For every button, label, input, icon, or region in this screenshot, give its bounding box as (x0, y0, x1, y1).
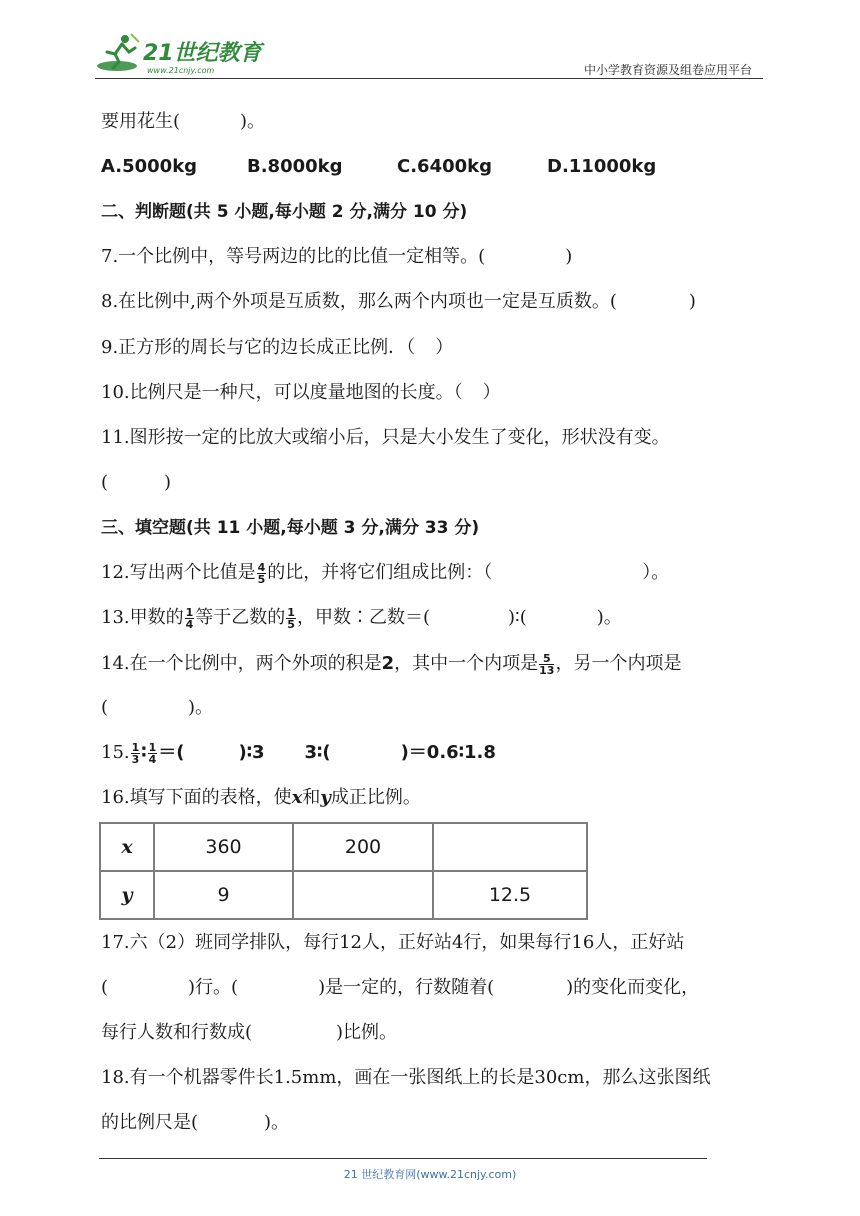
question-17-line3: 每行人数和行数成( )比例。 (101, 1022, 398, 1043)
fraction-1-4: $\frac{1}{4}$ (185, 605, 194, 631)
option-c[interactable]: C.6400kg (397, 156, 493, 177)
table-cell: y (100, 871, 154, 919)
question-11: 11.图形按一定的比放大或缩小后，只是大小发生了变化，形状没有变。 (101, 427, 670, 448)
fraction-1-5: $\frac{1}{5}$ (287, 605, 295, 631)
q6-stem: 要用花生( )。 (101, 111, 266, 132)
svg-text:21世纪教育: 21世纪教育 (143, 41, 262, 66)
question-14: 14.在一个比例中，两个外项的积是2，其中一个内项是 $\frac{5}{13}$ ，另一个内项是 (101, 651, 682, 677)
proportion-table (99, 822, 588, 920)
fraction-1-3: $\frac{1}{3}$ (131, 740, 140, 766)
site-logo (95, 30, 265, 76)
platform-name: 中小学教育资源及组卷应用平台 (583, 63, 752, 77)
fraction-4-5: $\frac{4}{5}$ (257, 560, 266, 586)
footer-divider (99, 1158, 707, 1159)
question-14-blank: ( )。 (101, 697, 214, 718)
question-11-blank: ( ) (101, 472, 172, 493)
question-17: 17.六（2）班同学排队，每行12人，正好站4行，如果每行16人，正好站 (101, 932, 685, 953)
fraction-5-13: $\frac{5}{13}$ (539, 651, 555, 677)
question-15: 15. $\frac{1}{3}$ ∶ $\frac{1}{4}$ ＝( )∶3 3∶( )＝0.6∶1.8 (101, 740, 496, 766)
question-18-line2: 的比例尺是( )。 (101, 1112, 290, 1133)
table-cell: 12.5 (433, 871, 587, 919)
table-cell: 9 (154, 871, 293, 919)
option-d[interactable]: D.11000kg (547, 156, 657, 177)
option-a[interactable]: A.5000kg (101, 156, 198, 177)
page-header (95, 30, 760, 80)
question-8: 8.在比例中,两个外项是互质数，那么两个内项也一定是互质数。( ) (101, 291, 696, 312)
table-row (100, 871, 587, 919)
footer-text: 21 世纪教育网(www.21cnjy.com) (343, 1168, 517, 1181)
table-cell: x (100, 823, 154, 871)
question-9: 9.正方形的周长与它的边长成正比例．（ ） (101, 337, 454, 358)
table-row (100, 823, 587, 871)
table-cell: 360 (154, 823, 293, 871)
fraction-1-4b: $\frac{1}{4}$ (148, 740, 157, 766)
question-12: 12.写出两个比值是 $\frac{4}{5}$ 的比，并将它们组成比例：（ ）。 (101, 560, 670, 586)
table-cell[interactable] (433, 823, 587, 871)
section-3-title: 三、填空题(共 11 小题,每小题 3 分,满分 33 分) (101, 518, 480, 538)
question-16: 16.填写下面的表格，使x和y成正比例。 (101, 787, 421, 808)
option-b[interactable]: B.8000kg (247, 156, 343, 177)
header-divider (95, 78, 763, 79)
question-17-line2: ( )行。( )是一定的，行数随着( )的变化而变化， (101, 977, 700, 998)
question-10: 10.比例尺是一种尺，可以度量地图的长度。（ ） (101, 382, 501, 403)
table-cell: 200 (293, 823, 433, 871)
question-7: 7.一个比例中，等号两边的比的比值一定相等。( ) (101, 246, 573, 267)
question-13: 13.甲数的 $\frac{1}{4}$ 等于乙数的 $\frac{1}{5}$ ，甲数∶乙数＝( )∶( )。 (101, 605, 622, 631)
svg-text:www.21cnjy.com: www.21cnjy.com (147, 66, 215, 75)
question-18: 18.有一个机器零件长1.5mm，画在一张图纸上的长是30cm，那么这张图纸 (101, 1067, 711, 1088)
section-2-title: 二、判断题(共 5 小题,每小题 2 分,满分 10 分) (101, 202, 468, 222)
table-cell[interactable] (293, 871, 433, 919)
